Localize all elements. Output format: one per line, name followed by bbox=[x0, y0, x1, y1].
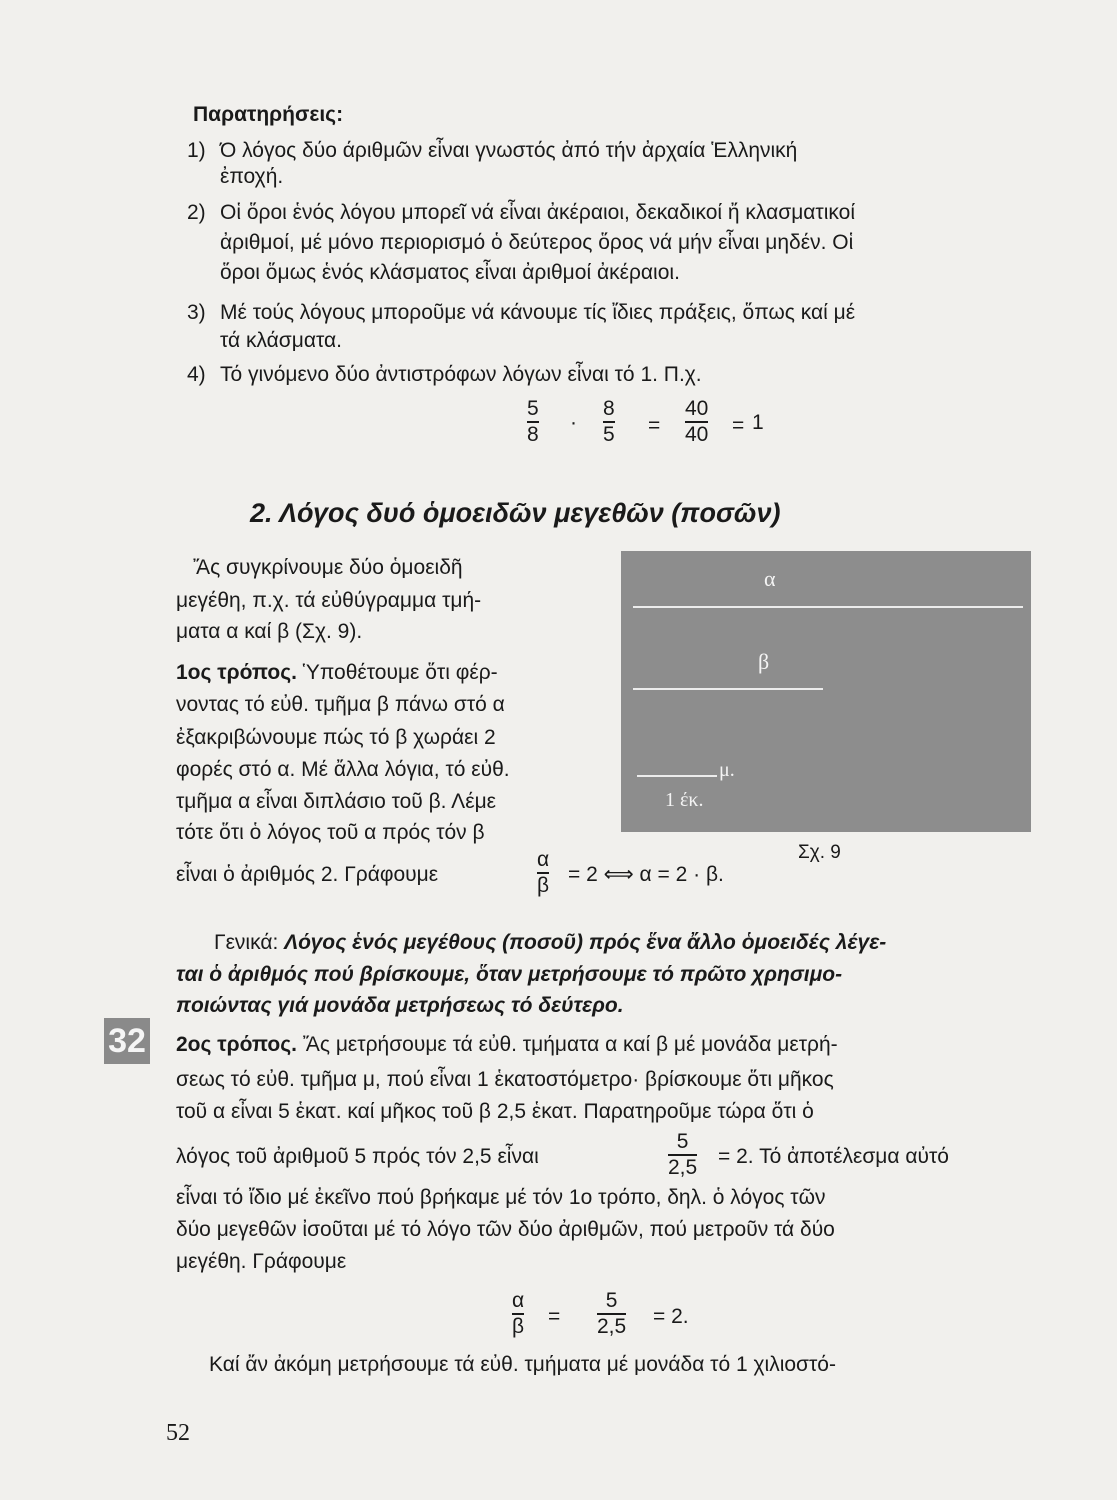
method-2-fraction-b-denominator: β bbox=[512, 1315, 525, 1338]
method-1-fraction-denominator: β bbox=[537, 874, 550, 897]
example-fraction-3-numerator: 40 bbox=[685, 397, 709, 420]
observation-4-number: 4) bbox=[187, 363, 206, 386]
figure-label-a: α bbox=[764, 566, 776, 591]
method-1-line-1-text: Ὑποθέτουμε ὅτι φέρ- bbox=[296, 661, 498, 684]
segment-a-line bbox=[633, 606, 1023, 608]
example-fraction-1 bbox=[527, 398, 539, 446]
example-dot: · bbox=[570, 411, 577, 434]
definition-prefix: Γενικά: bbox=[214, 931, 285, 954]
observation-1-line-2: ἐποχή. bbox=[220, 165, 284, 188]
method-2-inline-fraction-numerator: 5 bbox=[676, 1130, 689, 1153]
observation-3-line-1: Μέ τούς λόγους μποροῦμε νά κάνουμε τίς ἴδιες πράξεις, ὅπως καί μέ bbox=[220, 301, 856, 324]
method-2-label: 2ος τρόπος. bbox=[176, 1033, 297, 1056]
method-2-equals-1: = bbox=[548, 1305, 561, 1328]
intro-line-1: Ἄς συγκρίνουμε δύο ὁμοειδῆ bbox=[193, 556, 463, 579]
method-2-line-1 bbox=[176, 1030, 838, 1060]
method-1-last-line: εἶναι ὁ ἀριθμός 2. Γράφουμε bbox=[176, 863, 439, 886]
figure-label-b: β bbox=[758, 649, 770, 674]
definition-line-3: ποιώντας γιά μονάδα μετρήσεως τό δεύτερο. bbox=[176, 994, 624, 1017]
method-2-line-7: μεγέθη. Γράφουμε bbox=[176, 1250, 347, 1273]
example-equals-2: = bbox=[732, 414, 745, 437]
method-2-line-4-start: λόγος τοῦ ἀριθμοῦ 5 πρός τόν 2,5 εἶναι bbox=[176, 1145, 539, 1168]
method-2-line-2: σεως τό εὐθ. τμῆμα μ, πού εἶναι 1 ἑκατοστόμετρο· βρίσκουμε ὅτι μῆκος bbox=[176, 1068, 834, 1091]
observation-1-line-1: Ό λόγος δύο άριθμῶν εἶναι γνωστός ἀπό τήν ἀρχαία Ἑλληνική bbox=[220, 139, 798, 162]
observation-2-number: 2) bbox=[187, 201, 206, 224]
method-2-inline-fraction bbox=[668, 1131, 697, 1179]
observation-1-number: 1) bbox=[187, 139, 206, 162]
method-1-line-4: φορές στό α. Μέ ἄλλα λόγια, τό εὐθ. bbox=[176, 758, 510, 781]
example-fraction-1-denominator: 8 bbox=[527, 423, 539, 446]
observation-2-line-3: ὅροι ὅμως ἑνός κλάσματος εἶναι ἀριθμοί ἀκέραιοι. bbox=[220, 261, 680, 284]
example-fraction-2 bbox=[603, 398, 615, 446]
observation-2-line-1: Οἱ ὅροι ἑνός λόγου μπορεῖ νά εἶναι ἀκέραιοι, δεκαδικοί ἤ κλασματικοί bbox=[220, 201, 855, 224]
method-2-fraction-5-numerator: 5 bbox=[605, 1289, 618, 1312]
method-1-line-2: νοντας τό εὐθ. τμῆμα β πάνω στό α bbox=[176, 693, 505, 716]
example-fraction-1-numerator: 5 bbox=[527, 397, 539, 420]
definition-line-2: ται ὁ ἀριθμός πού βρίσκουμε, ὅταν μετρήσουμε τό πρῶτο χρησιμο- bbox=[176, 963, 843, 986]
method-1-fraction-numerator: α bbox=[537, 848, 550, 871]
segment-m-line bbox=[637, 775, 717, 777]
figure-9 bbox=[621, 551, 1031, 832]
method-2-line-3: τοῦ α εἶναι 5 ἑκατ. καί μῆκος τοῦ β 2,5 ἑκατ. Παρατηροῦμε τώρα ὅτι ὁ bbox=[176, 1100, 814, 1123]
chapter-badge: 32 bbox=[104, 1018, 150, 1064]
method-1-fraction bbox=[537, 849, 549, 897]
method-2-line-6: δύο μεγεθῶν ἰσοῦται μέ τό λόγο τῶν δύο ἀριθμῶν, πού μετροῦν τά δύο bbox=[176, 1218, 835, 1241]
method-1-line-1 bbox=[176, 658, 498, 688]
example-fraction-2-numerator: 8 bbox=[603, 397, 615, 420]
example-result: 1 bbox=[752, 411, 764, 434]
method-1-equation: = 2 ⟺ α = 2 · β. bbox=[568, 863, 724, 886]
method-1-line-5: τμῆμα α εἶναι διπλάσιο τοῦ β. Λέμε bbox=[176, 790, 497, 813]
method-2-final-line: Καί ἄν ἀκόμη μετρήσουμε τά εὐθ. τμήματα μέ μονάδα τό 1 χιλιοστό- bbox=[209, 1353, 836, 1376]
figure-label-m: μ. bbox=[719, 759, 735, 781]
method-2-equals-2: = 2. bbox=[653, 1305, 689, 1328]
example-fraction-2-denominator: 5 bbox=[603, 423, 615, 446]
method-2-fraction-2-5-denominator: 2,5 bbox=[597, 1315, 627, 1338]
method-2-fraction-5-2-5 bbox=[597, 1290, 626, 1338]
figure-label-unit: 1 έκ. bbox=[665, 789, 704, 811]
observation-4-line-1: Τό γινόμενο δύο ἀντιστρόφων λόγων εἶναι τό 1. Π.χ. bbox=[220, 363, 702, 386]
method-1-line-6: τότε ὅτι ὁ λόγος τοῦ α πρός τόν β bbox=[176, 821, 485, 844]
method-2-inline-fraction-denominator: 2,5 bbox=[668, 1156, 698, 1179]
method-2-fraction-a-b bbox=[512, 1290, 524, 1338]
method-2-fraction-a-numerator: α bbox=[512, 1289, 525, 1312]
example-equals-1: = bbox=[648, 414, 661, 437]
observation-3-number: 3) bbox=[187, 301, 206, 324]
example-fraction-3 bbox=[685, 398, 708, 446]
page-number: 52 bbox=[166, 1420, 190, 1446]
section-heading: 2. Λόγος δυό ὁμοειδῶν μεγεθῶν (ποσῶν) bbox=[250, 498, 781, 528]
figure-caption: Σχ. 9 bbox=[798, 842, 841, 863]
observation-2-line-2: ἀριθμοί, μέ μόνο περιορισμό ὁ δεύτερος ὅρος νά μήν εἶναι μηδέν. Οἱ bbox=[220, 231, 854, 254]
definition-line-1 bbox=[214, 928, 886, 958]
method-2-line-1-text: Ἄς μετρήσουμε τά εὐθ. τμήματα α καί β μέ μονάδα μετρή- bbox=[296, 1033, 838, 1056]
observations-title: Παρατηρήσεις: bbox=[193, 103, 344, 126]
observation-3-line-2: τά κλάσματα. bbox=[220, 329, 342, 352]
method-1-label: 1ος τρόπος. bbox=[176, 661, 297, 684]
segment-b-line bbox=[633, 688, 823, 690]
method-2-line-4-end: = 2. Τό ἀποτέλεσμα αὐτό bbox=[718, 1145, 949, 1168]
definition-line-1-text: Λόγος ἑνός μεγέθους (ποσοῦ) πρός ἕνα ἄλλο ὁμοειδές λέγε- bbox=[284, 931, 887, 954]
intro-line-3: ματα α καί β (Σχ. 9). bbox=[176, 620, 363, 643]
method-1-line-3: ἐξακριβώνουμε πώς τό β χωράει 2 bbox=[176, 726, 496, 749]
intro-line-2: μεγέθη, π.χ. τά εὐθύγραμμα τμή- bbox=[176, 589, 482, 612]
method-2-line-5: εἶναι τό ἴδιο μέ ἐκεῖνο πού βρήκαμε μέ τόν 1ο τρόπο, δηλ. ὁ λόγος τῶν bbox=[176, 1186, 826, 1209]
example-fraction-3-denominator: 40 bbox=[685, 423, 709, 446]
